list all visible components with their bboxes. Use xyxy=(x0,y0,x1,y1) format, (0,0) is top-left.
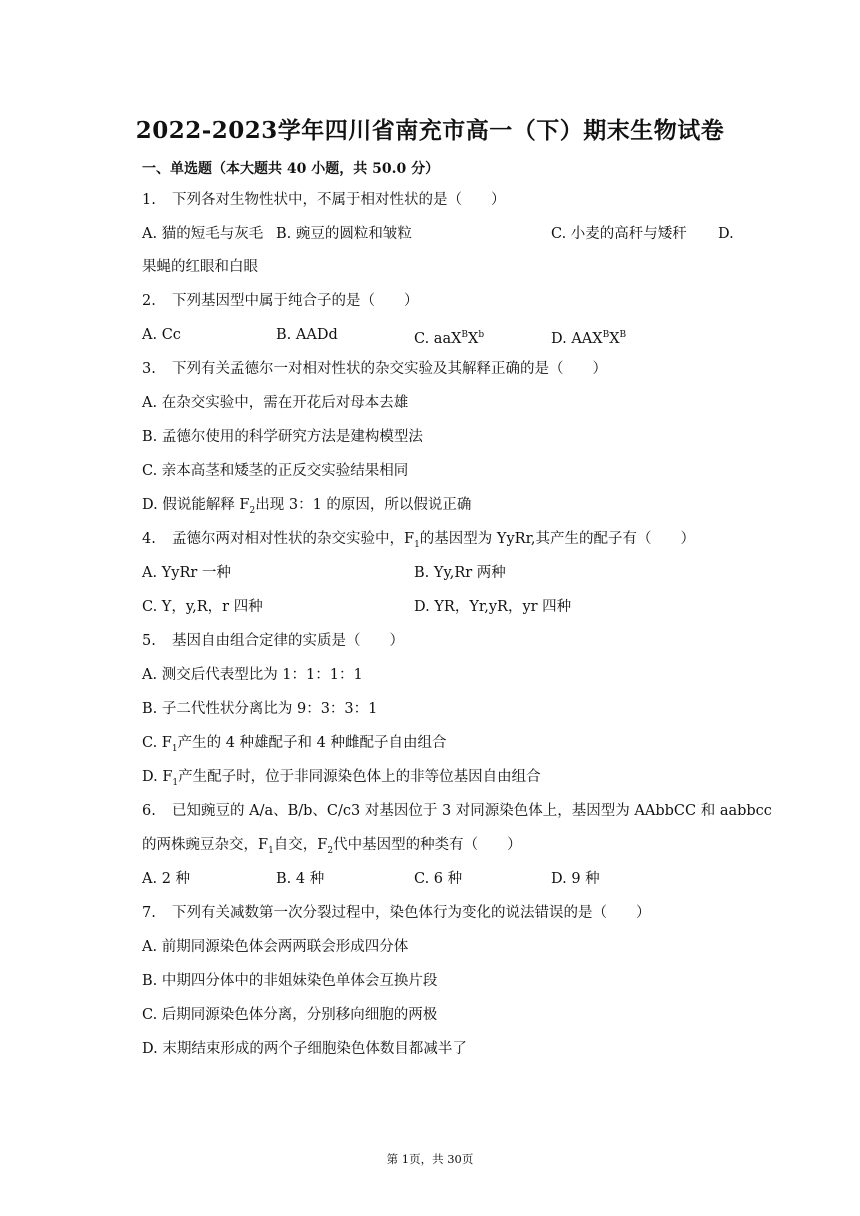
question-7 xyxy=(142,903,651,923)
question-stem: 基因自由组合定律的实质是（ ） xyxy=(172,633,404,649)
option-c: C. 后期同源染色体分离，分别移向细胞的两极 xyxy=(142,1007,438,1023)
question-number: 2. xyxy=(142,293,156,309)
page-footer: 第 1页，共 30页 xyxy=(386,1152,474,1166)
question-2 xyxy=(142,291,419,311)
question-6-cont: 的两株豌豆杂交，$F_1$自交，$F_2$代中基因型的种类有（ ） xyxy=(142,837,522,856)
question-4: 4. 孟德尔两对相对性状的杂交实验中，$F_1$的基因型为 YyRr,其产生的配子有（ ） xyxy=(142,531,696,550)
option-d: D. YR，Yr,yR，yr 四种 xyxy=(414,599,572,615)
option-b: B. 中期四分体中的非姐妹染色单体会互换片段 xyxy=(142,973,438,989)
question-number: 7. xyxy=(142,905,156,921)
option-a: A. YyRr 一种 xyxy=(142,565,231,581)
option-c: C. $F_1$产生的 4 种雄配子和 4 种雌配子自由组合 xyxy=(142,735,447,754)
option-b: B. 4 种 xyxy=(276,871,325,887)
question-stem: 下列有关减数第一次分裂过程中，染色体行为变化的说法错误的是（ ） xyxy=(172,905,651,921)
section-heading: 一、单选题（本大题共 40 小题，共 50.0 分） xyxy=(142,161,440,177)
option-d: D. $F_1$产生配子时，位于非同源染色体上的非等位基因自由组合 xyxy=(142,769,541,788)
option-d: D. xyxy=(718,226,734,242)
option-b: B. 豌豆的圆粒和皱粒 xyxy=(276,226,412,242)
question-1 xyxy=(142,190,506,210)
option-c: C. 小麦的高秆与矮秆 xyxy=(551,226,687,242)
question-stem: 下列有关孟德尔一对相对性状的杂交实验及其解释正确的是（ ） xyxy=(172,361,607,377)
option-c: C. Y，y,R，r 四种 xyxy=(142,599,263,615)
question-stem: 下列各对生物性状中，不属于相对性状的是（ ） xyxy=(172,192,506,208)
option-b: B. 子二代性状分离比为 9：3：3：1 xyxy=(142,701,378,717)
page-title: 2022-2023学年四川省南充市高一（下）期末生物试卷 xyxy=(135,117,725,144)
option-a: A. 猫的短毛与灰毛 xyxy=(142,226,264,242)
option-d-text: 果蝇的红眼和白眼 xyxy=(142,259,258,275)
option-b: B. AADd xyxy=(276,327,338,343)
question-stem: 下列基因型中属于纯合子的是（ ） xyxy=(172,293,419,309)
option-d: D. 9 种 xyxy=(551,871,600,887)
question-number: 1. xyxy=(142,192,156,208)
option-a: A. Cc xyxy=(142,327,181,343)
option-d: D. 末期结束形成的两个子细胞染色体数目都减半了 xyxy=(142,1041,467,1057)
question-number: 4. xyxy=(142,531,156,547)
option-c: C. $aaX^BX^b$ xyxy=(414,330,485,347)
option-b: B. 孟德尔使用的科学研究方法是建构模型法 xyxy=(142,429,423,445)
question-3 xyxy=(142,359,607,379)
option-c: C. 亲本高茎和矮茎的正反交实验结果相同 xyxy=(142,463,409,479)
option-a: A. 测交后代表型比为 1：1：1：1 xyxy=(142,667,363,683)
option-b: B. Yy,Rr 两种 xyxy=(414,565,506,581)
option-a: A. 前期同源染色体会两两联会形成四分体 xyxy=(142,939,409,955)
question-number: 6. xyxy=(142,803,156,819)
option-a: A. 2 种 xyxy=(142,871,191,887)
question-5 xyxy=(142,631,404,651)
question-number: 5. xyxy=(142,633,156,649)
option-d: D. $AAX^BX^B$ xyxy=(551,330,627,347)
option-d: D. 假说能解释 $F_2$出现 3：1 的原因，所以假说正确 xyxy=(142,497,472,516)
option-c: C. 6 种 xyxy=(414,871,463,887)
question-number: 3. xyxy=(142,361,156,377)
question-6: 6. 已知豌豆的 A/a、B/b、C/c3 对基因位于 3 对同源染色体上，基因型为 AAbbCC 和 aabbcc xyxy=(142,803,772,819)
option-a: A. 在杂交实验中，需在开花后对母本去雄 xyxy=(142,395,409,411)
